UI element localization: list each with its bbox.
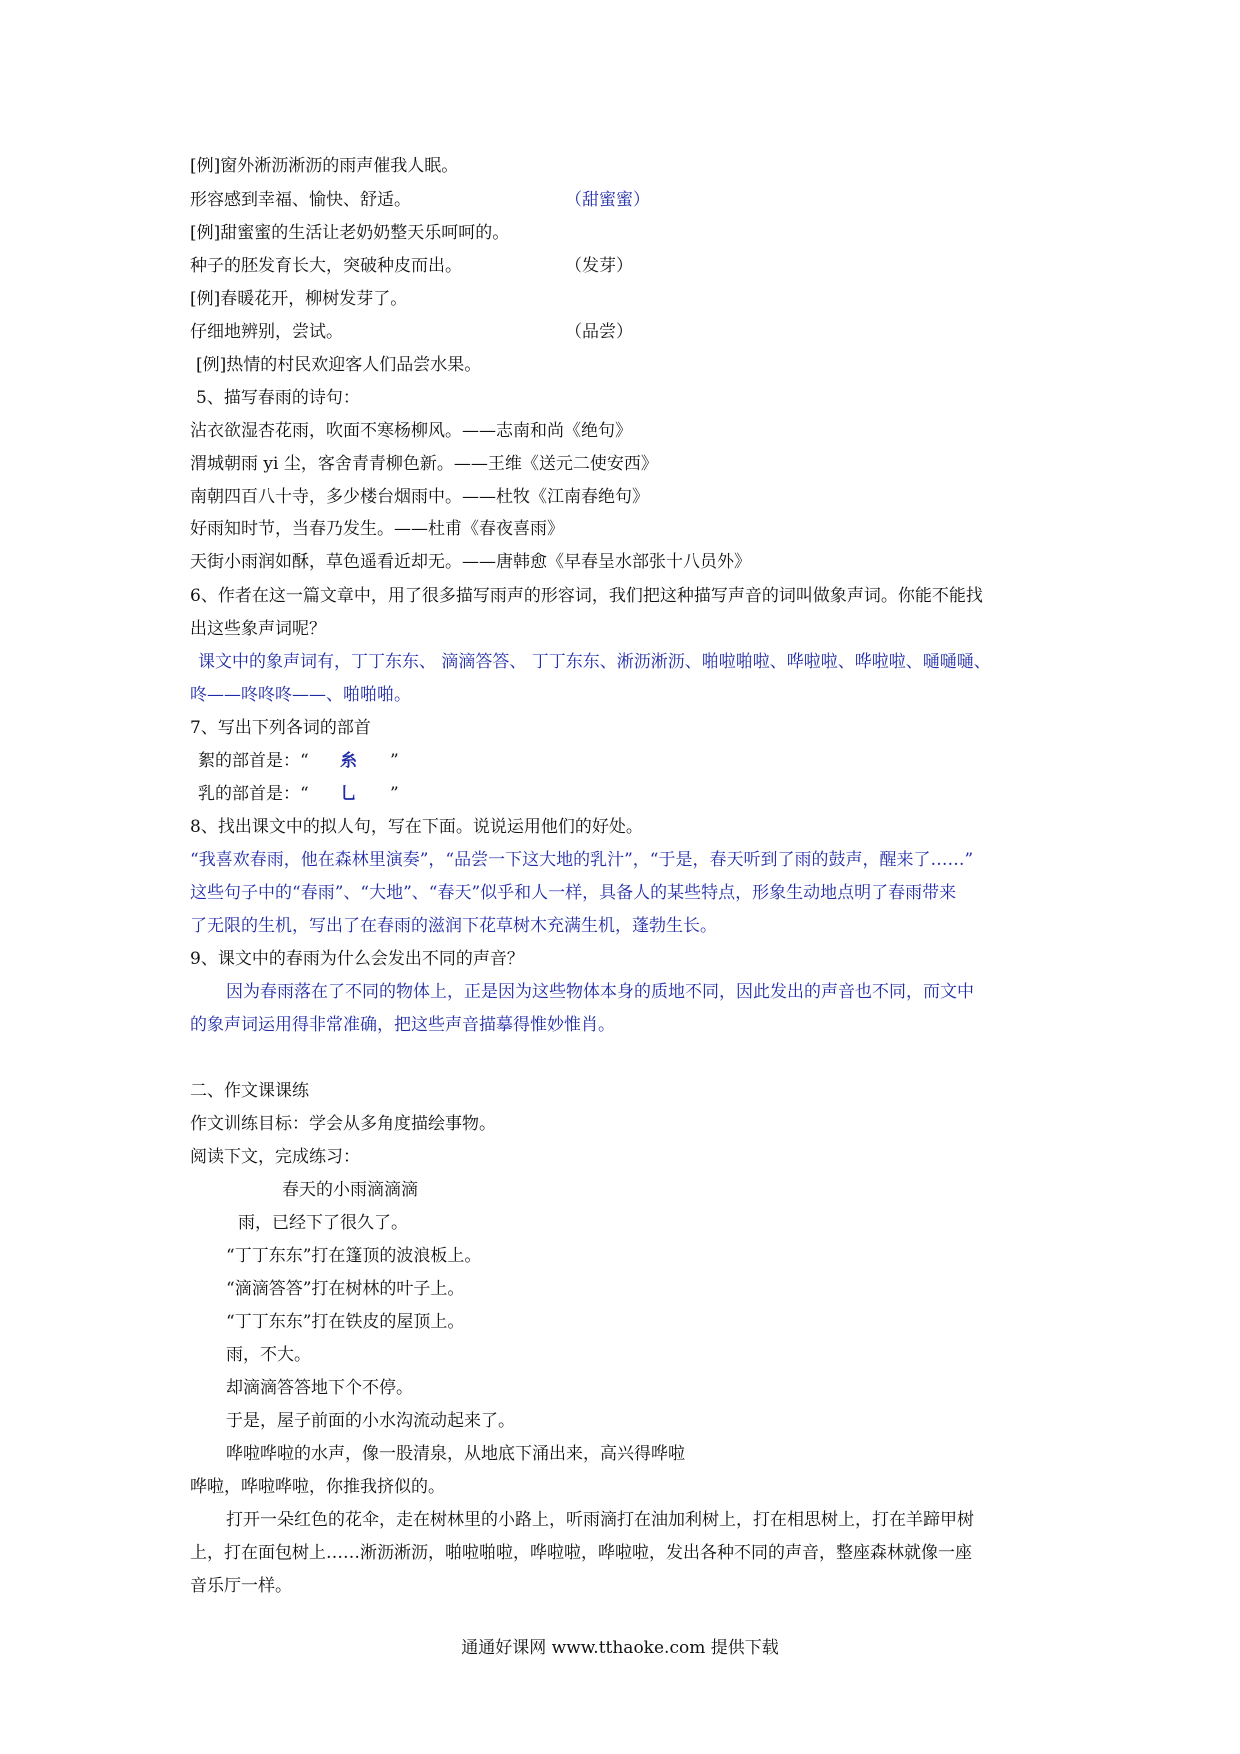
- passage-line: “丁丁东东”打在篷顶的波浪板上。: [226, 1246, 482, 1266]
- example-line: [例]甜蜜蜜的生活让老奶奶整天乐呵呵的。: [190, 223, 510, 243]
- poem-line: 天街小雨润如酥，草色遥看近却无。——唐韩愈《早春呈水部张十八员外》: [190, 552, 751, 572]
- section-heading: 二、作文课课练: [190, 1081, 309, 1101]
- answer-text: 因为春雨落在了不同的物体上，正是因为这些物体本身的质地不同，因此发出的声音也不同，而文中: [226, 982, 974, 1002]
- poem-line: 南朝四百八十寺，多少楼台烟雨中。——杜牧《江南春绝句》: [190, 487, 649, 507]
- passage-line: 打开一朵红色的花伞，走在树林里的小路上，听雨滴打在油加利树上，打在相思树上，打在羊蹄甲树: [226, 1510, 974, 1530]
- quote-close: ”: [390, 784, 399, 804]
- passage-line: 却滴滴答答地下个不停。: [226, 1378, 413, 1398]
- radical-answer: 糸: [340, 751, 357, 771]
- radical-question: 絮的部首是：“: [198, 751, 309, 771]
- answer-text: 的象声词运用得非常准确，把这些声音描摹得惟妙惟肖。: [190, 1015, 615, 1035]
- example-line: [例]窗外淅沥淅沥的雨声催我人眠。: [190, 156, 459, 176]
- passage-line: 哗啦哗啦的水声，像一股清泉，从地底下涌出来，高兴得哗啦: [226, 1444, 685, 1464]
- answer-word: （甜蜜蜜）: [565, 190, 650, 210]
- quote-close: ”: [390, 751, 399, 771]
- passage-line: 雨，不大。: [226, 1345, 311, 1365]
- passage-line: “滴滴答答”打在树林的叶子上。: [226, 1279, 465, 1299]
- answer-text: 课文中的象声词有，丁丁东东、 滴滴答答、 丁丁东东、淅沥淅沥、啪啦啪啦、哗啦啦、哗啦啦、嗵嗵嗵、: [198, 652, 991, 672]
- example-line: [例]春暖花开，柳树发芽了。: [190, 289, 408, 309]
- passage-line: “丁丁东东”打在铁皮的屋顶上。: [226, 1312, 465, 1332]
- answer-text: 咚——咚咚咚——、啪啪啪。: [190, 685, 411, 705]
- question-heading: 9、课文中的春雨为什么会发出不同的声音？: [190, 949, 524, 969]
- passage-line: 音乐厅一样。: [190, 1576, 292, 1596]
- answer-text: 这些句子中的“春雨”、“大地”、“春天”似乎和人一样，具备人的某些特点，形象生动地点明了春雨带来: [190, 883, 957, 903]
- definition-line: 形容感到幸福、愉快、舒适。: [190, 190, 411, 210]
- page-footer: 通通好课网 www.tthaoke.com 提供下载: [461, 1638, 779, 1658]
- passage-line: 于是，屋子前面的小水沟流动起来了。: [226, 1411, 515, 1431]
- passage-line: 哗啦，哗啦哗啦，你推我挤似的。: [190, 1477, 445, 1497]
- poem-line: 好雨知时节，当春乃发生。——杜甫《春夜喜雨》: [190, 519, 564, 539]
- question-heading: 8、找出课文中的拟人句，写在下面。说说运用他们的好处。: [190, 817, 643, 837]
- answer-word: （发芽）: [565, 256, 633, 276]
- example-line: [例]热情的村民欢迎客人们品尝水果。: [196, 355, 482, 375]
- answer-text: “我喜欢春雨，他在森林里演奏”，“品尝一下这大地的乳汁”，“于是，春天听到了雨的鼓声，醒来了……”: [190, 850, 974, 870]
- definition-line: 仔细地辨别，尝试。: [190, 322, 343, 342]
- question-heading: 7、写出下列各词的部首: [190, 718, 371, 738]
- poem-line: 沾衣欲湿杏花雨，吹面不寒杨柳风。——志南和尚《绝句》: [190, 421, 632, 441]
- body-text: 作文训练目标：学会从多角度描绘事物。: [190, 1114, 496, 1134]
- radical-question: 乳的部首是：“: [198, 784, 309, 804]
- answer-text: 了无限的生机，写出了在春雨的滋润下花草树木充满生机，蓬勃生长。: [190, 916, 717, 936]
- passage-line: 上，打在面包树上……淅沥淅沥，啪啦啪啦，哗啦啦，哗啦啦，发出各种不同的声音，整座森林就像一座: [190, 1543, 972, 1563]
- radical-answer: 乚: [340, 784, 357, 804]
- poem-line: 渭城朝雨 yi 尘，客舍青青柳色新。——王维《送元二使安西》: [190, 454, 658, 474]
- passage-title: 春天的小雨滴滴滴: [282, 1180, 418, 1200]
- question-heading: 5、描写春雨的诗句：: [196, 388, 360, 408]
- question-text: 6、作者在这一篇文章中，用了很多描写雨声的形容词，我们把这种描写声音的词叫做象声词。你能不能找: [190, 586, 983, 606]
- question-text: 出这些象声词呢？: [190, 619, 326, 639]
- body-text: 阅读下文，完成练习：: [190, 1147, 360, 1167]
- answer-word: （品尝）: [565, 322, 633, 342]
- passage-line: 雨，已经下了很久了。: [238, 1213, 408, 1233]
- definition-line: 种子的胚发育长大，突破种皮而出。: [190, 256, 462, 276]
